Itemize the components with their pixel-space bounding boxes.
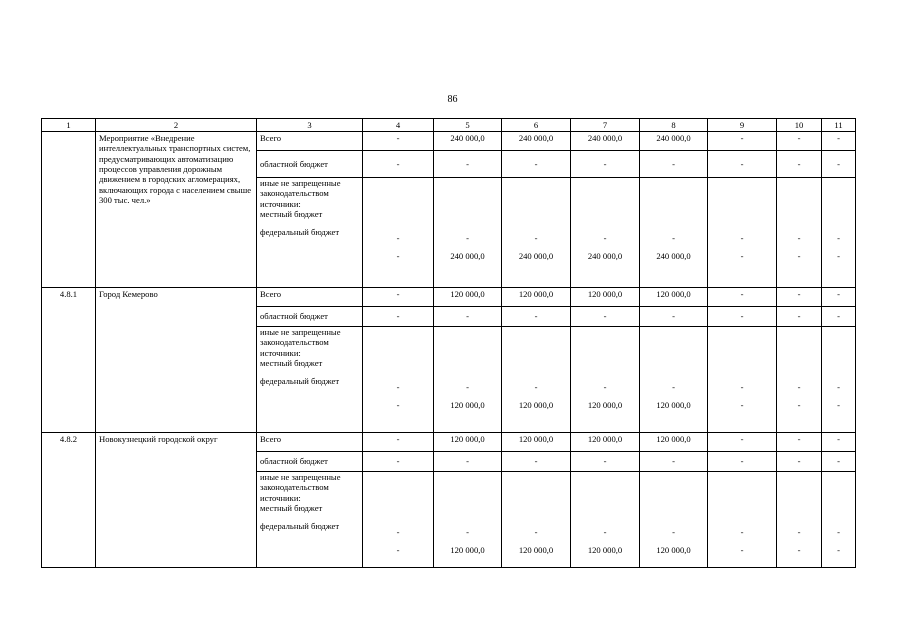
regional-value-cell: - [571,452,640,472]
federal-value: - [396,545,400,555]
total-value-cell: 120 000,0 [434,433,502,452]
other-sources-value-cell [502,178,571,288]
other-sources-value-cell [434,472,502,568]
local-value: - [797,527,801,537]
source-federal-label: федеральный бюджет [260,375,340,386]
regional-value-cell: - [640,151,708,178]
other-sources-value-cell [777,178,822,288]
total-value-cell: - [363,132,434,151]
measure-name: Новокузнецкий городской округ [96,433,257,568]
federal-value: 120 000,0 [450,400,485,410]
other-sources-value-cell [640,472,708,568]
other-sources-value-cell [434,178,502,288]
local-value: - [534,382,538,392]
other-sources-value-cell [502,472,571,568]
regional-value-cell: - [777,307,822,327]
local-value: - [837,233,840,243]
other-sources-value-cell [708,178,777,288]
federal-value: - [837,545,840,555]
budget-table [41,118,856,568]
other-sources-value-cell [708,472,777,568]
total-value-cell: 240 000,0 [434,132,502,151]
local-value: - [672,382,675,392]
regional-value-cell: - [777,452,822,472]
other-sources-value-cell [363,327,434,433]
regional-value-cell: - [571,151,640,178]
local-value: - [603,527,607,537]
federal-value: - [396,400,400,410]
federal-value: 240 000,0 [656,251,691,261]
total-value-cell: 120 000,0 [502,288,571,307]
other-sources-value-cell [571,472,640,568]
column-number: 9 [708,119,777,132]
source-stack [257,178,363,288]
source-other-label: иные не запрещенные законодательством источники: [260,178,341,209]
local-value: - [396,382,400,392]
row-code: 4.8.1 [42,288,96,433]
column-number: 10 [777,119,822,132]
total-value-cell: 240 000,0 [640,132,708,151]
total-value-cell: 120 000,0 [502,433,571,452]
local-value: - [534,527,538,537]
column-number: 7 [571,119,640,132]
source-local-label: местный бюджет [260,502,323,513]
local-value: - [837,527,840,537]
total-value-cell: - [822,288,856,307]
total-value-cell: - [777,288,822,307]
source-total-label: Всего [257,288,363,307]
total-value-cell: 120 000,0 [434,288,502,307]
source-other-label: иные не запрещенные законодательством источники: [260,327,341,358]
local-value: - [797,382,801,392]
group-total-row [42,433,856,452]
local-value: - [603,382,607,392]
local-value: - [466,527,469,537]
regional-value-cell: - [708,151,777,178]
local-value: - [740,233,744,243]
total-value-cell: - [708,433,777,452]
federal-value: 240 000,0 [518,251,554,261]
federal-value: - [797,545,801,555]
regional-value-cell: - [640,307,708,327]
other-sources-value-cell [434,327,502,433]
other-sources-value-cell [363,178,434,288]
regional-value-cell: - [434,307,502,327]
regional-value-cell: - [502,452,571,472]
source-federal-label: федеральный бюджет [260,226,340,237]
total-value-cell: - [708,132,777,151]
local-value: - [672,233,675,243]
regional-value-cell: - [502,307,571,327]
local-value: - [672,527,675,537]
total-value-cell: 120 000,0 [640,433,708,452]
regional-value-cell: - [708,307,777,327]
row-code: 4.8.2 [42,433,96,568]
federal-value: - [740,545,744,555]
federal-value: 120 000,0 [656,400,691,410]
regional-value-cell: - [502,151,571,178]
federal-value: - [837,251,840,261]
source-federal-label: федеральный бюджет [260,520,340,531]
federal-value: 120 000,0 [518,400,554,410]
other-sources-value-cell [708,327,777,433]
source-stack [257,472,363,568]
column-number: 2 [96,119,257,132]
local-value: - [740,527,744,537]
source-regional-label: областной бюджет [257,452,363,472]
regional-value-cell: - [363,307,434,327]
federal-value: 240 000,0 [587,251,623,261]
source-total-label: Всего [257,433,363,452]
total-value-cell: - [822,132,856,151]
other-sources-value-cell [777,327,822,433]
group-total-row [42,132,856,151]
federal-value: 240 000,0 [450,251,485,261]
column-number: 3 [257,119,363,132]
source-total-label: Всего [257,132,363,151]
source-stack [257,327,363,433]
federal-value: - [740,251,744,261]
total-value-cell: 120 000,0 [571,288,640,307]
column-number: 11 [822,119,856,132]
local-value: - [740,382,744,392]
group-total-row [42,288,856,307]
regional-value-cell: - [822,151,856,178]
total-value-cell: 120 000,0 [640,288,708,307]
column-number: 5 [434,119,502,132]
local-value: - [396,233,400,243]
other-sources-value-cell [571,327,640,433]
federal-value: - [797,251,801,261]
total-value-cell: - [822,433,856,452]
federal-value: 120 000,0 [450,545,485,555]
regional-value-cell: - [434,151,502,178]
total-value-cell: 240 000,0 [571,132,640,151]
federal-value: - [396,251,400,261]
local-value: - [534,233,538,243]
total-value-cell: - [363,433,434,452]
federal-value: - [797,400,801,410]
total-value-cell: - [708,288,777,307]
total-value-cell: - [777,433,822,452]
row-code [42,132,96,288]
local-value: - [396,527,400,537]
local-value: - [466,382,469,392]
federal-value: 120 000,0 [587,400,623,410]
source-other-label: иные не запрещенные законодательством источники: [260,472,341,503]
other-sources-value-cell [571,178,640,288]
source-regional-label: областной бюджет [257,307,363,327]
column-number: 1 [42,119,96,132]
source-regional-label: областной бюджет [257,151,363,178]
other-sources-value-cell [502,327,571,433]
total-value-cell: 120 000,0 [571,433,640,452]
regional-value-cell: - [822,307,856,327]
regional-value-cell: - [708,452,777,472]
regional-value-cell: - [822,452,856,472]
federal-value: 120 000,0 [656,545,691,555]
measure-name: Город Кемерово [96,288,257,433]
other-sources-value-cell [777,472,822,568]
local-value: - [797,233,801,243]
regional-value-cell: - [434,452,502,472]
federal-value: 120 000,0 [587,545,623,555]
regional-value-cell: - [571,307,640,327]
regional-value-cell: - [640,452,708,472]
regional-value-cell: - [777,151,822,178]
other-sources-value-cell [363,472,434,568]
federal-value: 120 000,0 [518,545,554,555]
page-number: 86 [447,94,458,105]
other-sources-value-cell [640,178,708,288]
other-sources-value-cell [822,178,856,288]
total-value-cell: 240 000,0 [502,132,571,151]
total-value-cell: - [777,132,822,151]
other-sources-value-cell [822,472,856,568]
federal-value: - [740,400,744,410]
other-sources-value-cell [822,327,856,433]
local-value: - [837,382,840,392]
source-local-label: местный бюджет [260,208,323,219]
other-sources-value-cell [640,327,708,433]
column-number: 8 [640,119,708,132]
column-number-row [42,119,856,132]
source-local-label: местный бюджет [260,357,323,368]
column-number: 6 [502,119,571,132]
regional-value-cell: - [363,452,434,472]
column-number: 4 [363,119,434,132]
local-value: - [603,233,607,243]
measure-name: Мероприятие «Внедрение интеллектуальных транспортных систем, предусматривающих автоматизацию процессов управления дорожным движением в городских агломерациях, включающих города с населением свыше 300 тыс. чел.» [96,132,257,288]
local-value: - [466,233,469,243]
total-value-cell: - [363,288,434,307]
regional-value-cell: - [363,151,434,178]
federal-value: - [837,400,840,410]
